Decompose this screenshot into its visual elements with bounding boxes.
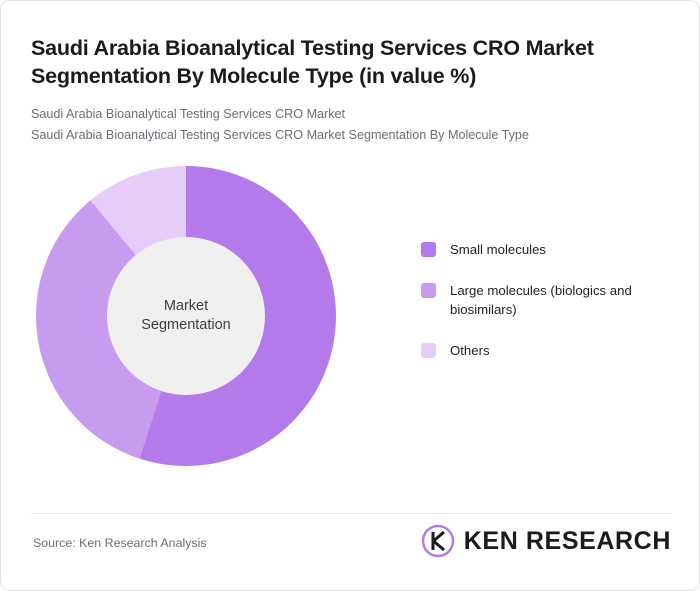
legend-swatch-icon bbox=[421, 242, 436, 257]
donut-center bbox=[107, 237, 265, 395]
donut-ring bbox=[36, 166, 336, 466]
legend-swatch-icon bbox=[421, 283, 436, 298]
chart-card-inner bbox=[1, 1, 700, 591]
footer-divider bbox=[31, 513, 671, 514]
subtitle-line-2: Saudi Arabia Bioanalytical Testing Services CRO Market Segmentation By Molecule Type bbox=[31, 127, 529, 142]
legend-item[interactable] bbox=[421, 240, 691, 259]
page-title: Saudi Arabia Bioanalytical Testing Services CRO Market Segmentation By Molecule Type (in value %) bbox=[31, 36, 594, 88]
legend-item[interactable] bbox=[421, 281, 691, 319]
subtitle-block bbox=[31, 104, 671, 146]
chart-legend bbox=[421, 240, 691, 383]
legend-swatch-icon bbox=[421, 343, 436, 358]
legend-label: Others bbox=[450, 342, 490, 358]
source-note: Source: Ken Research Analysis bbox=[33, 536, 207, 550]
legend-item[interactable] bbox=[421, 341, 691, 360]
donut-chart bbox=[36, 166, 336, 466]
legend-label: Small molecules bbox=[450, 241, 547, 257]
legend-label: Large molecules (biologics and biosimilars) bbox=[450, 282, 632, 317]
brand-logo bbox=[420, 523, 671, 559]
brand-name: KEN RESEARCH bbox=[463, 526, 671, 555]
subtitle-line-1: Saudi Arabia Bioanalytical Testing Services CRO Market bbox=[31, 107, 346, 122]
donut-center-label: Market Segmentation bbox=[141, 297, 231, 333]
chart-area bbox=[31, 162, 671, 482]
ken-monogram-icon bbox=[420, 523, 456, 559]
